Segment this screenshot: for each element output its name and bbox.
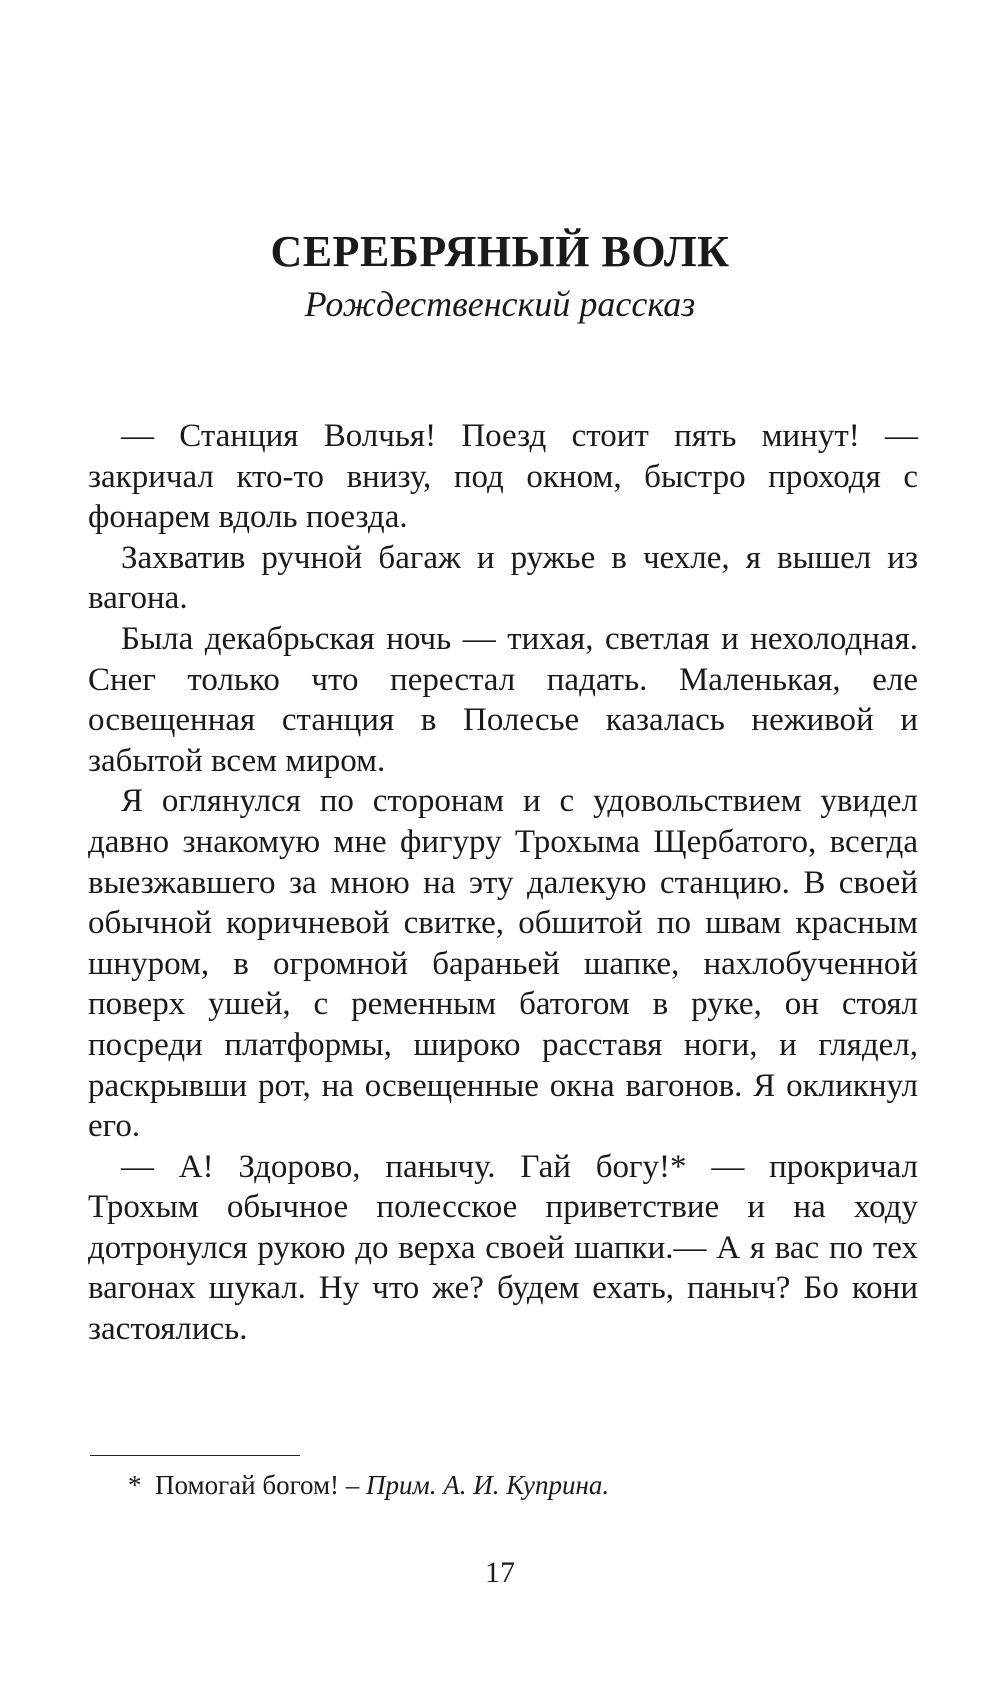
footnote-marker: *	[128, 1470, 142, 1500]
paragraph: Была декабрьская ночь — тихая, светлая и нехолодная. Снег только что перестал падать. Маленькая, еле освещенная станция в Полесье казалась неживой и забытой всем миром.	[88, 620, 918, 779]
footnote-attribution: Прим. А. И. Куприна.	[366, 1470, 610, 1500]
paragraph: Захватив ручной багаж и ружье в чехле, я вышел из вагона.	[88, 539, 918, 617]
main-text	[88, 416, 918, 1350]
paragraph: — Станция Волчья! Поезд стоит пять минут! — закричал кто-то внизу, под окном, быстро проходя с фонарем вдоль поезда.	[88, 418, 918, 536]
paragraph: Я оглянулся по сторонам и с удовольствием увидел давно знакомую мне фигуру Трохыма Щербатого, всегда выезжавшего за мною на эту далекую станцию. В своей обычной коричневой свитке, обшитой по швам красным шнуром, в огромной бараньей шапке, нахлобученной поверх ушей, с ременным батогом в руке, он стоял посреди платформы, широко расставя ноги, и глядел, раскрывши рот, на освещенные окна вагонов. Я окликнул его.	[88, 783, 918, 1145]
footnote	[128, 1468, 609, 1502]
footnote-divider	[90, 1455, 300, 1456]
chapter-title: СЕРЕБРЯНЫЙ ВОЛК	[270, 227, 730, 276]
footnote-text: Помогай богом! –	[155, 1470, 360, 1500]
page-number: 17	[485, 1556, 515, 1589]
paragraph: — А! Здорово, панычу. Гай богу!* — прокричал Трохым обычное полесское приветствие и на ходу дотронулся рукою до верха своей шапки.— А я вас по тех вагонах шукал. Ну что же? будем ехать, паныч? Бо кони застоялись.	[88, 1148, 918, 1348]
chapter-subtitle: Рождественский рассказ	[304, 284, 696, 324]
